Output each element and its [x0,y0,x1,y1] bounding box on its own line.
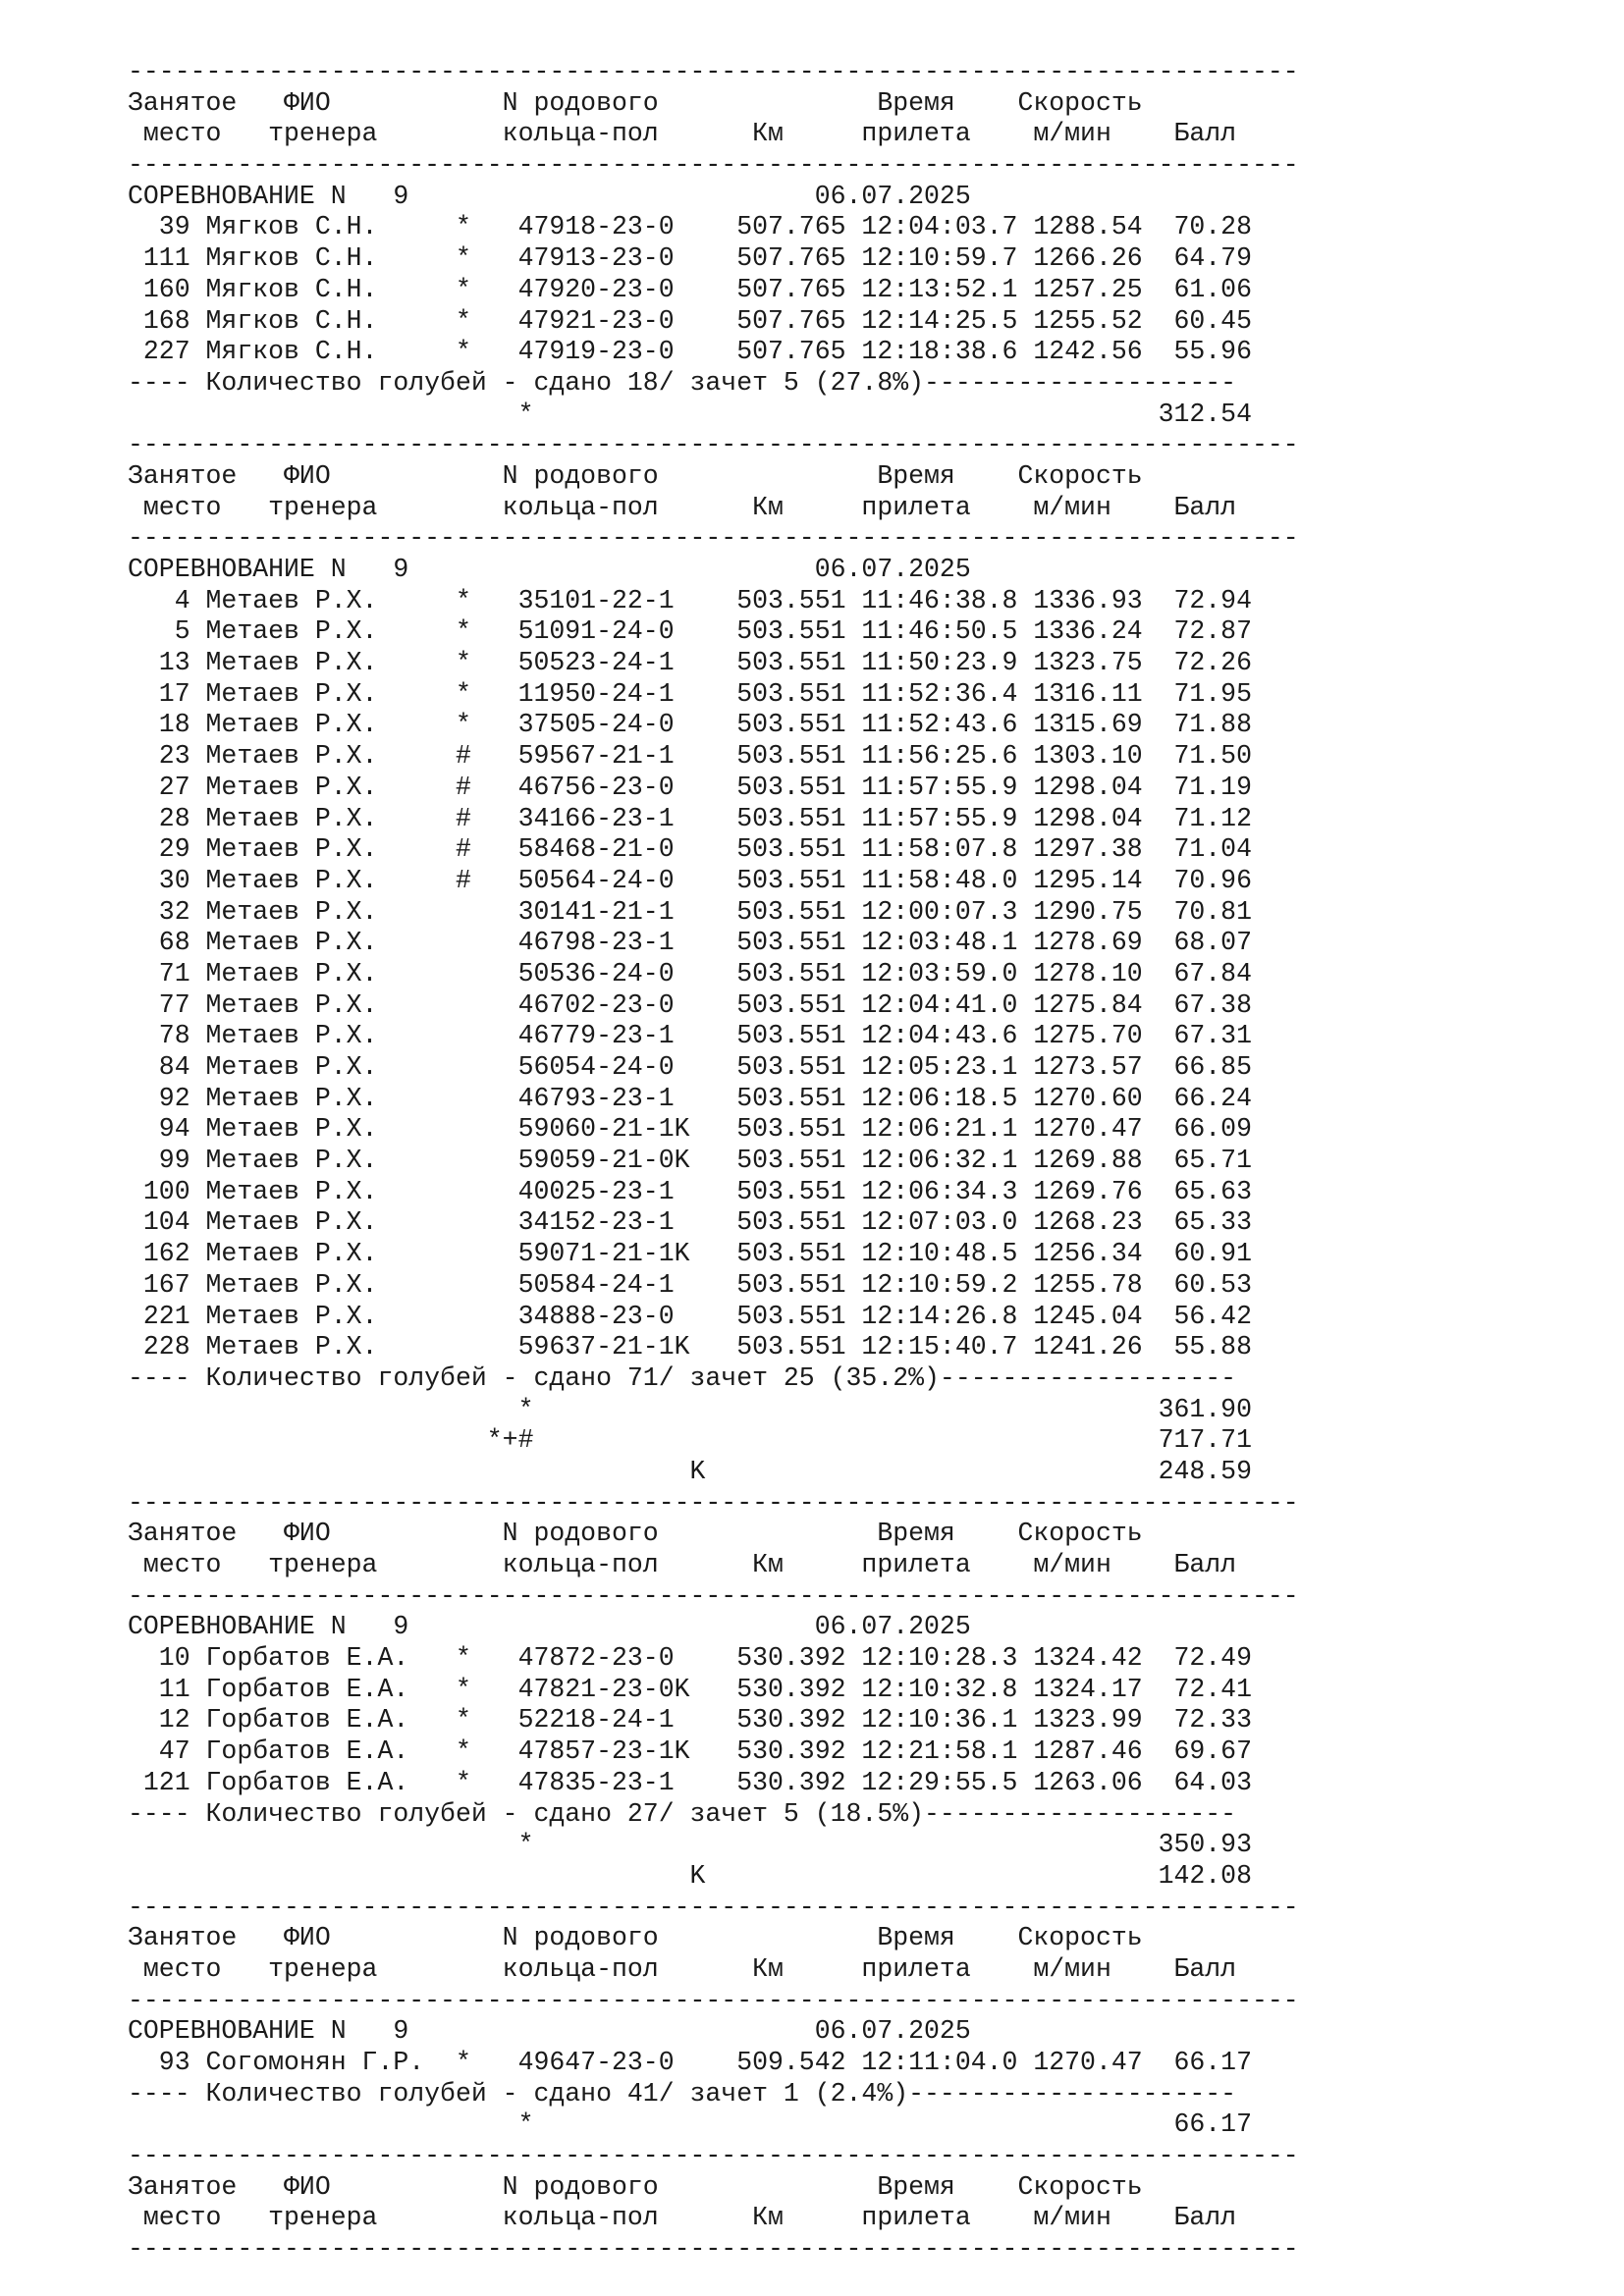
result-row: 71 Метаев Р.Х. 50536-24-0 503.551 12:03:59.0 1278.10 67.84 [128,958,1252,988]
result-row: 93 Согомонян Г.Р. * 49647-23-0 509.542 12:11:04.0 1270.47 66.17 [128,2048,1252,2077]
result-row: 13 Метаев Р.Х. * 50523-24-1 503.551 11:50:23.9 1323.75 72.26 [128,648,1252,678]
separator-line: --------------------------------------------------------------------------- [128,1487,1299,1518]
column-header-row-1: Занятое ФИО N родового Время Скорость [128,1519,1143,1549]
column-header-row-1: Занятое ФИО N родового Время Скорость [128,87,1143,118]
result-row: 23 Метаев Р.Х. # 59567-21-1 503.551 11:56:25.6 1303.10 71.50 [128,741,1252,772]
competition-header: СОРЕВНОВАНИЕ N 9 06.07.2025 [128,181,971,211]
result-row: 32 Метаев Р.Х. 30141-21-1 503.551 12:00:07.3 1290.75 70.81 [128,896,1252,927]
separator-line: --------------------------------------------------------------------------- [128,523,1299,554]
result-row: 47 Горбатов Е.А. * 47857-23-1K 530.392 12:21:58.1 1287.46 69.67 [128,1736,1252,1767]
result-row: 68 Метаев Р.Х. 46798-23-1 503.551 12:03:48.1 1278.69 68.07 [128,928,1252,958]
result-row: 111 Мягков С.Н. * 47913-23-0 507.765 12:10:59.7 1266.26 64.79 [128,243,1252,274]
score-total-row: K 248.59 [128,1456,1252,1486]
results-printout [128,57,1299,2266]
column-header-row-1: Занятое ФИО N родового Время Скорость [128,460,1143,491]
result-row: 77 Метаев Р.Х. 46702-23-0 503.551 12:04:41.0 1275.84 67.38 [128,989,1252,1020]
separator-line: --------------------------------------------------------------------------- [128,1580,1299,1611]
result-row: 12 Горбатов Е.А. * 52218-24-1 530.392 12:10:36.1 1323.99 72.33 [128,1705,1252,1735]
separator-line: --------------------------------------------------------------------------- [128,2141,1299,2171]
result-row: 104 Метаев Р.Х. 34152-23-1 503.551 12:07:03.0 1268.23 65.33 [128,1207,1252,1238]
column-header-row-2: место тренера кольца-пол Км прилета м/мин Балл [128,1550,1237,1579]
result-row: 4 Метаев Р.Х. * 35101-22-1 503.551 11:46:38.8 1336.93 72.94 [128,585,1252,615]
result-row: 39 Мягков С.Н. * 47918-23-0 507.765 12:04:03.7 1288.54 70.28 [128,212,1252,242]
result-row: 167 Метаев Р.Х. 50584-24-1 503.551 12:10:59.2 1255.78 60.53 [128,1269,1252,1300]
separator-line: --------------------------------------------------------------------------- [128,1892,1299,1922]
result-row: 84 Метаев Р.Х. 56054-24-0 503.551 12:05:23.1 1273.57 66.85 [128,1052,1252,1082]
result-row: 162 Метаев Р.Х. 59071-21-1K 503.551 12:10:48.5 1256.34 60.91 [128,1239,1252,1269]
result-row: 10 Горбатов Е.А. * 47872-23-0 530.392 12:10:28.3 1324.42 72.49 [128,1643,1252,1674]
score-total-row: * 361.90 [128,1394,1252,1424]
result-row: 221 Метаев Р.Х. 34888-23-0 503.551 12:14:26.8 1245.04 56.42 [128,1301,1252,1331]
separator-line: --------------------------------------------------------------------------- [128,57,1299,86]
score-total-row: * 312.54 [128,399,1252,429]
result-row: 28 Метаев Р.Х. # 34166-23-1 503.551 11:57:55.9 1298.04 71.12 [128,803,1252,833]
separator-line: --------------------------------------------------------------------------- [128,430,1299,460]
score-total-row: K 142.08 [128,1860,1252,1891]
result-row: 168 Мягков С.Н. * 47921-23-0 507.765 12:14:25.5 1255.52 60.45 [128,305,1252,336]
result-row: 11 Горбатов Е.А. * 47821-23-0K 530.392 12:10:32.8 1324.17 72.41 [128,1674,1252,1704]
pigeon-count-summary: ---- Количество голубей - сдано 41/ зачет 1 (2.4%)--------------------- [128,2078,1237,2109]
separator-line: --------------------------------------------------------------------------- [128,2234,1299,2265]
column-header-row-2: место тренера кольца-пол Км прилета м/мин Балл [128,492,1237,522]
competition-header: СОРЕВНОВАНИЕ N 9 06.07.2025 [128,2016,971,2047]
result-row: 100 Метаев Р.Х. 40025-23-1 503.551 12:06:34.3 1269.76 65.63 [128,1176,1252,1206]
result-row: 92 Метаев Р.Х. 46793-23-1 503.551 12:06:18.5 1270.60 66.24 [128,1083,1252,1113]
column-header-row-2: место тренера кольца-пол Км прилета м/мин Балл [128,1953,1237,1984]
result-row: 121 Горбатов Е.А. * 47835-23-1 530.392 12:29:55.5 1263.06 64.03 [128,1767,1252,1797]
pigeon-count-summary: ---- Количество голубей - сдано 27/ зачет 5 (18.5%)-------------------- [128,1798,1237,1829]
score-total-row: *+# 717.71 [128,1425,1252,1456]
result-row: 99 Метаев Р.Х. 59059-21-0K 503.551 12:06:32.1 1269.88 65.71 [128,1146,1252,1176]
result-row: 18 Метаев Р.Х. * 37505-24-0 503.551 11:52:43.6 1315.69 71.88 [128,710,1252,740]
column-header-row-1: Занятое ФИО N родового Время Скорость [128,2171,1143,2202]
result-row: 94 Метаев Р.Х. 59060-21-1K 503.551 12:06:21.1 1270.47 66.09 [128,1114,1252,1145]
result-row: 27 Метаев Р.Х. # 46756-23-0 503.551 11:57:55.9 1298.04 71.19 [128,772,1252,802]
column-header-row-2: место тренера кольца-пол Км прилета м/мин Балл [128,2203,1237,2233]
score-total-row: * 350.93 [128,1830,1252,1860]
result-row: 78 Метаев Р.Х. 46779-23-1 503.551 12:04:43.6 1275.70 67.31 [128,1021,1252,1051]
result-row: 5 Метаев Р.Х. * 51091-24-0 503.551 11:46:50.5 1336.24 72.87 [128,616,1252,647]
competition-header: СОРЕВНОВАНИЕ N 9 06.07.2025 [128,555,971,584]
result-row: 228 Метаев Р.Х. 59637-21-1K 503.551 12:15:40.7 1241.26 55.88 [128,1332,1252,1362]
column-header-row-1: Занятое ФИО N родового Время Скорость [128,1923,1143,1953]
result-row: 17 Метаев Р.Х. * 11950-24-1 503.551 11:52:36.4 1316.11 71.95 [128,678,1252,709]
competition-header: СОРЕВНОВАНИЕ N 9 06.07.2025 [128,1612,971,1642]
column-header-row-2: место тренера кольца-пол Км прилета м/мин Балл [128,119,1237,149]
result-row: 29 Метаев Р.Х. # 58468-21-0 503.551 11:58:07.8 1297.38 71.04 [128,834,1252,865]
pigeon-count-summary: ---- Количество голубей - сдано 71/ зачет 25 (35.2%)------------------- [128,1362,1237,1393]
result-row: 160 Мягков С.Н. * 47920-23-0 507.765 12:13:52.1 1257.25 61.06 [128,274,1252,304]
result-row: 227 Мягков С.Н. * 47919-23-0 507.765 12:18:38.6 1242.56 55.96 [128,337,1252,367]
separator-line: --------------------------------------------------------------------------- [128,1985,1299,2015]
score-total-row: * 66.17 [128,2109,1252,2140]
separator-line: --------------------------------------------------------------------------- [128,150,1299,181]
pigeon-count-summary: ---- Количество голубей - сдано 18/ зачет 5 (27.8%)-------------------- [128,367,1237,398]
result-row: 30 Метаев Р.Х. # 50564-24-0 503.551 11:58:48.0 1295.14 70.96 [128,865,1252,895]
